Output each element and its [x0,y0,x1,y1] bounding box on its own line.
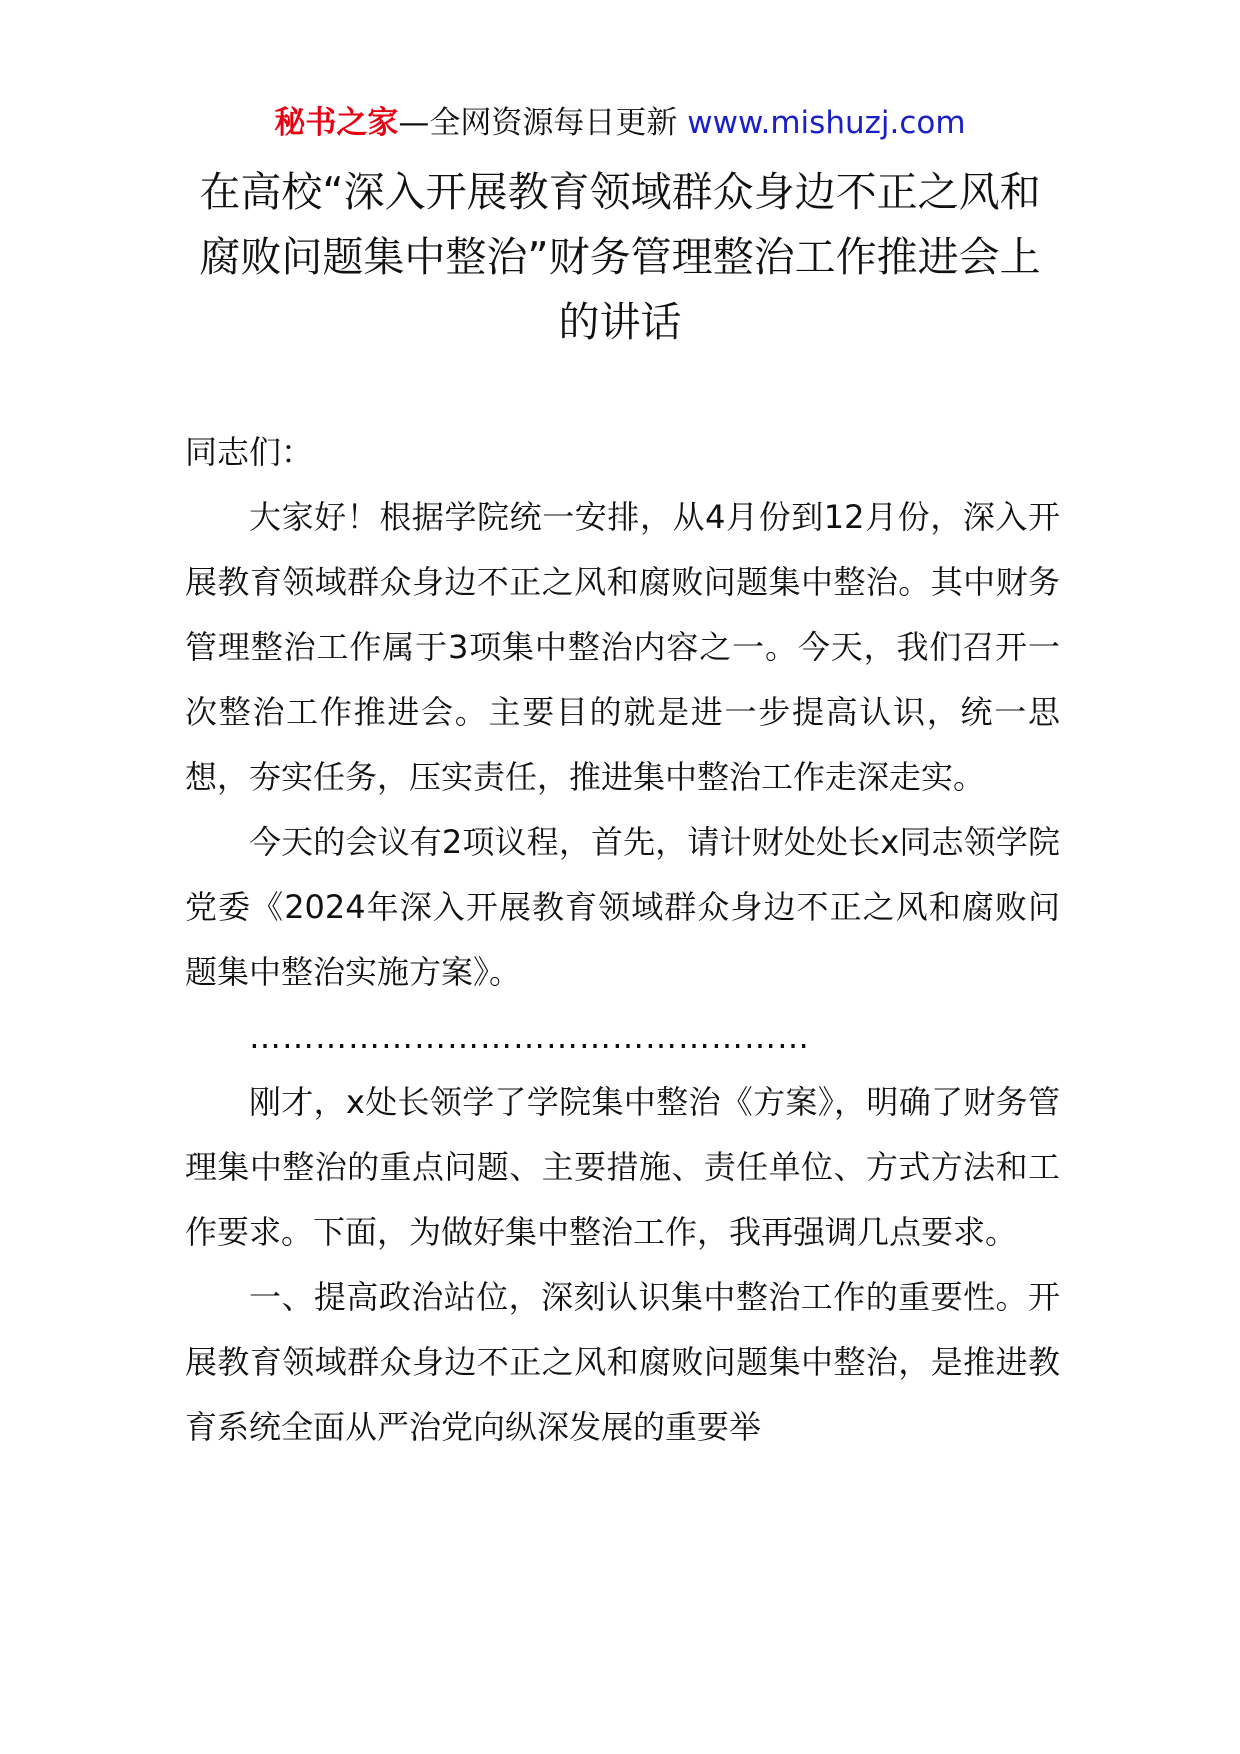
paragraph-agenda: 今天的会议有2项议程，首先，请计财处处长x同志领学院党委《2024年深入开展教育领域群众身边不正之风和腐败问题集中整治实施方案》。 [185,823,1060,991]
salutation: 同志们： [185,433,314,471]
header-slogan: —全网资源每日更新 [398,105,688,141]
ellipsis-divider: …………………………………………… [249,1018,810,1056]
site-url[interactable]: www.mishuzj.com [687,105,966,141]
paragraph-intro: 大家好！根据学院统一安排，从4月份到12月份，深入开展教育领域群众身边不正之风和腐败问题集中整治。其中财务管理整治工作属于3项集中整治内容之一。今天，我们召开一次整治工作推进会。主要目的就是进一步提高认识，统一思想，夯实任务，压实责任，推进集中整治工作走深走实。 [185,498,1060,796]
brand-name: 秘书之家 [274,105,399,141]
watermark-header [0,100,1240,146]
document-title: 在高校“深入开展教育领域群众身边不正之风和腐败问题集中整治”财务管理整治工作推进会上的讲话 [199,168,1041,346]
document-body [185,420,1060,1460]
paragraph-section-one: 一、提高政治站位，深刻认识集中整治工作的重要性。开展教育领域群众身边不正之风和腐败问题集中整治，是推进教育系统全面从严治党向纵深发展的重要举 [185,1278,1060,1446]
paragraph-requirements: 刚才，x处长领学了学院集中整治《方案》，明确了财务管理集中整治的重点问题、主要措施、责任单位、方式方法和工作要求。下面，为做好集中整治工作，我再强调几点要求。 [185,1083,1060,1251]
